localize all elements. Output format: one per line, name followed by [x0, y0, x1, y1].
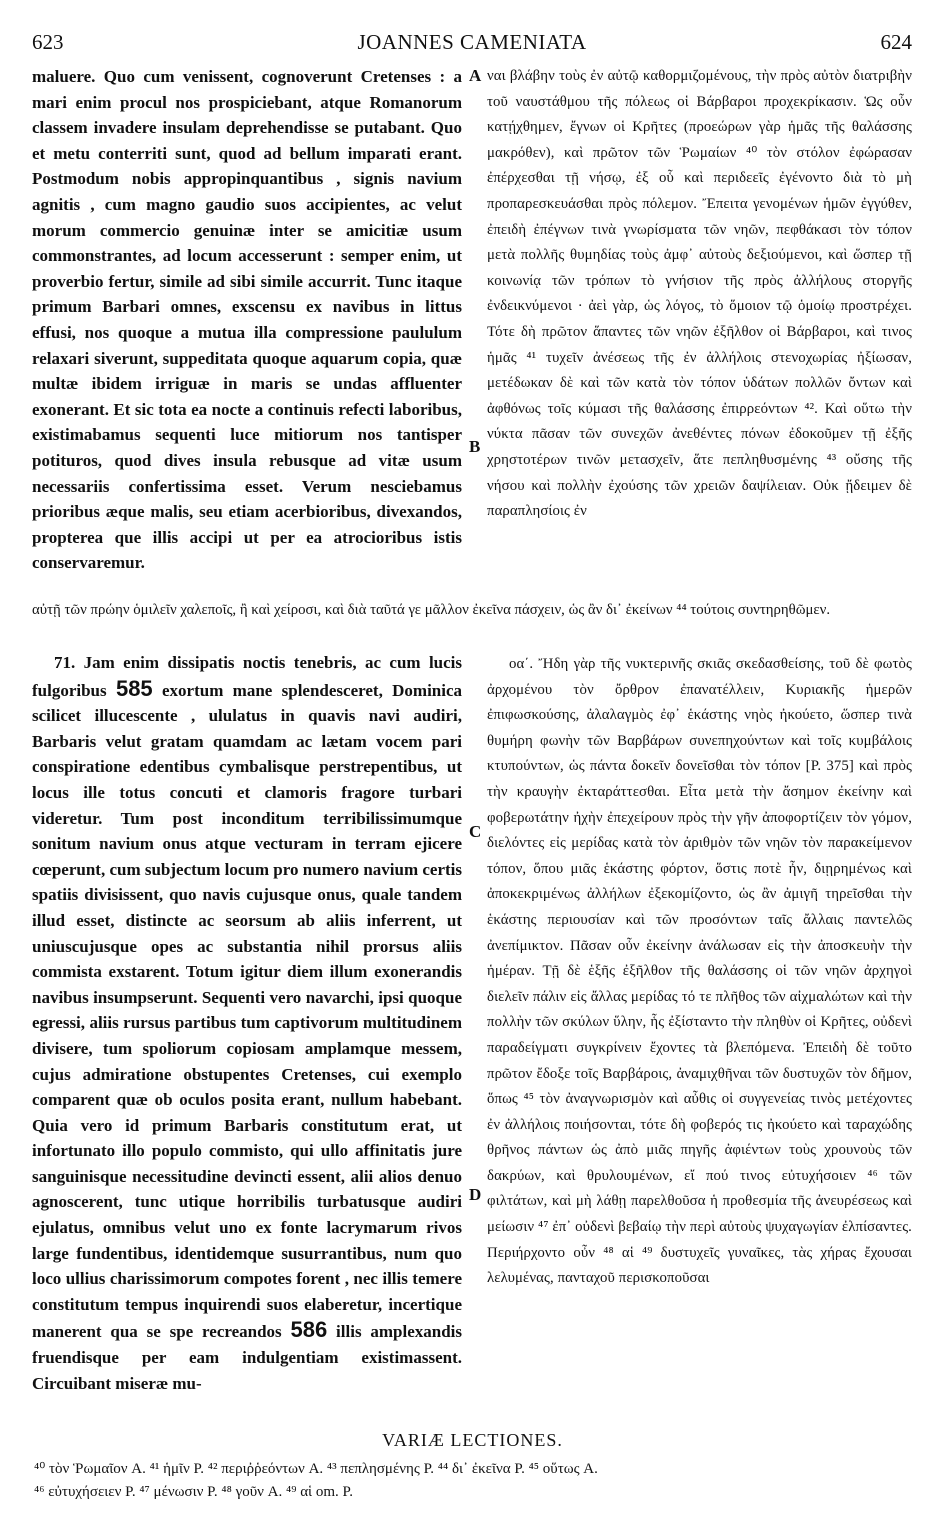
greek-column-lower [487, 652, 912, 1430]
greek-column-upper [487, 64, 912, 604]
page-number-right: 624 [880, 30, 912, 54]
latin-paragraph-upper: maluere. Quo cum venissent, cognoverunt Cretenses : a mari enim procul nos prospiciebant, atque Romanorum classem invadere insulam deprehendisse se putabant. Quo et metu conterriti sunt, quod ad bellum imparati erant. Postmodum nobis appropinquantibus , signis navium agnitis , cum magno gaudio suos accipientes, ac velut morum commercio genuinæ inter se amicitiæ usum commonstrantes, ad locum accesserunt : semper enim, ut proverbio fertur, simile ad sibi simile accurrit. Tunc itaque primum Barbari omnes, exscensu ex navibus in littus effusi, nos quoque a mutua illa compressione paululum relaxari siverunt, suppeditata quoque aquarum copia, quæ multæ ibidem irriguæ in maris se undas affluenter exonerant. Et sic tota ea nocte a continuis refecti laboribus, existimabamus sequenti luce mitiorum nos tantisper potituros, quod dives insula rebusque ad vitæ usum necessariis confertissima esset. Verum nesciebamus prioribus æque malis, seu etiam acerbioribus, divexandos, propterea que illis accipi ut per ea atrocioribus istis conservaremur. [32, 67, 462, 573]
variae-lectiones-notes [34, 1458, 914, 1504]
greek-full-width-passage [32, 598, 912, 650]
latin-text-a: Jam enim dissipatis noctis tenebris, ac cum lucis fulgoribus [32, 653, 463, 700]
latin-paragraph-lower [32, 650, 462, 1396]
variae-line: ⁴⁰ τὸν Ῥωμαῖον A. ⁴¹ ἡμῖν P. ⁴² περιῤῥεόντων A. ⁴³ πεπλησμένης P. ⁴⁴ δι᾽ ἐκεῖνα P. ⁴⁵ οὕτως A. [34, 1461, 598, 1477]
running-header [32, 30, 912, 60]
margin-letter-d: D [469, 1185, 482, 1204]
margin-letter-c: C [469, 822, 482, 841]
running-title: JOANNES CAMENIATA [357, 30, 587, 54]
latin-column-upper [32, 64, 462, 594]
latin-text-c: illis amplexandis fruendisque per eam indulgentiam existimassent. Circuibant miseræ mu- [32, 1322, 463, 1393]
latin-text-b: exortum mane splendesceret, Dominica scilicet illucescente , ululatus in quavis navi audiri, Barbaris velut gratam quamdam ac lætam vocem pari conspiratione edentibus cymbalisque perstrepentibus, ut locus ille totus concuti et clamoris fragore turbari videretur. Tum post inconditum terribilissimumque sonitum navium onus atque vecturam in terram ejicere cœperunt, cum subjectum locum pro numero navium certis spatiis divisissent, quo navis cujusque onus, quale tandem illud esset, distincte ac seorsum ab aliis inferrent, ut uniuscujusque opes ac substantia nihil prorsus aliis commista exstarent. Totum igitur diem illum exonerandis navibus insumpserunt. Sequenti vero navarchi, ipsi quoque egressi, aliis rursus partibus tum captivorum multitudinem divisere, tum spoliorum copiosam amplamque messem, cujus admiratione obstupentes Cretenses, cui exemplo comparent quæ ob oculos posita erant, nullum habebant. Quia vero id primum Barbaris constitutum erat, ut infortunato illo populo commisto, qui ullo affinitatis jure sanguinisque necessitudine devincti essent, alii alios denuo agnoscerent, tunc utique horribilis turbatusque audiri ejulatus, omnibus velut uno ex fonte lacrymarum rivos large fundentibus, identidemque susurrantibus, num quo loco ullius charissimorum compotes forent , nec illis temere constitutum tempus inquirendi suos elaberetur, incertique manerent qua se spe recreandos [32, 680, 463, 1342]
greek-paragraph-upper: ναι βλάβην τοὺς ἐν αὐτῷ καθορμιζομένους, τὴν πρὸς αὐτὸν διατριβὴν τοῦ ναυστάθμου τῆς πόλεως οἱ Βάρβαροι προχεκρίκασιν. Ὡς οὖν κατῄχθημεν, ἔγνων οἱ Κρῆτες (προεώρων γὰρ ἡμᾶς τῆς θαλάσσης μακρόθεν), καὶ πρῶτον τῶν Ῥωμαίων ⁴⁰ τὸν στόλον ἐφώρασαν ἐπέρχεσθαι τῇ νήσῳ, ἐξ οὗ καὶ περιδεεῖς ἐγένοντο διὰ τὸ μὴ προπαρεσκευάσθαι πρὸς πόλεμον. Ἔπειτα γενομένων ἡμῶν ἐγγύθεν, ἐπειδὴ ἐπέγνων τινὰ γνωρίσματα τῶν νηῶν, πεφθάκασι τὸν τόπον μετὰ πολλῆς θυμηδίας τοὺς ἀμφ᾽ αὐτοὺς δεξιούμενοι, καὶ ὥσπερ τῇ κοινωνίᾳ τῶν τρόπων τὸ γνήσιον τῆς πρὸς ἀλλήλους στοργῆς ἐνδεικνύμενοι · ἀεὶ γὰρ, ὡς λόγος, τὸ ὅμοιον τῷ ὁμοίῳ προστρέχει. Τότε δὴ πρῶτον ἅπαντες τῶν νηῶν ἐξῆλθον οἱ Βάρβαροι, καὶ τινος ἡμᾶς ⁴¹ τυχεῖν ἀνέσεως τῆς ἐν ἀλλήλοις στενοχωρίας ἠξίωσαν, μετέδωκαν δὲ καὶ τῶν κατὰ τὸν τόπον ὑδάτων πολλῶν ὄντων καὶ ἀφθόνως τοῖς κύμασι τῆς θαλάσσης ἐπιρρεόντων ⁴². Καὶ οὕτω τὴν νύκτα πᾶσαν τῶν συνεχῶν ἀνεθέντες πόνων ἐδοκοῦμεν τῇ ἐξῆς χρηστοτέρων τινῶν μετασχεῖν, ἅτε πεπληθυσμένης ⁴³ οὔσης τῆς νήσου καὶ πολλὴν ἐχούσης τῶν χρειῶν δαψίλειαν. Οὐκ ᾔδειμεν δὲ παραπλησίοις ἐν [487, 68, 912, 520]
greek-full-width-text: αὐτῇ τῶν πρώην ὁμιλεῖν χαλεποῖς, ἢ καὶ χείροσι, καὶ διὰ ταῦτά γε μᾶλλον ἐκεῖνα πάσχειν, ὡς ἂν δι᾽ ἐκείνων ⁴⁴ τούτοις συντηρηθῶμεν. [32, 602, 831, 618]
inline-page-number: 585 [115, 675, 153, 701]
variae-lectiones-title: VARIÆ LECTIONES. [382, 1430, 563, 1450]
section-number: 71. [54, 653, 76, 672]
inline-page-number: 586 [290, 1317, 328, 1343]
variae-line: ⁴⁶ εὐτυχήσειεν P. ⁴⁷ μένωσιν P. ⁴⁸ γοῦν A. ⁴⁹ αἱ om. P. [34, 1484, 353, 1500]
margin-letter-b: B [469, 437, 481, 456]
margin-letter-a: A [469, 66, 482, 85]
latin-column-lower [32, 650, 462, 1430]
page-number-left: 623 [32, 30, 64, 54]
greek-paragraph-lower: οα΄. Ἤδη γὰρ τῆς νυκτερινῆς σκιᾶς σκεδασθείσης, τοῦ δὲ φωτὸς ἀρχομένου τὸν ὄρθρον ἐπανατέλλειν, Κυριακῆς ἡμερῶν ἐπιφωσκούσης, ἀλαλαγμὸς ἐφ᾽ ἑκάστης νηὸς ἠκούετο, ὥσπερ τινὰ θυμήρη φωνὴν τῶν Βαρβάρων συνεπηχούντων καὶ τοῖς κυμβάλοις κτυπούντων, ὡς πάντα δοκεῖν δονεῖσθαι τὸν τόπον [P. 375] καὶ πρὸς τὴν κραυγὴν ἐκταράττεσθαι. Εἶτα μετὰ τὴν ἄσημον ἐκείνην καὶ φοβερωτάτην ἠχὴν ἐπεχείρουν πρὸς τὴν γῆν ἀποφορτίζειν τὸν γόμον, διελόντες εἰς μερίδας κατὰ τὸν ἀριθμὸν τῶν νηῶν τὸν παρακείμενον τόπον, ὅπου μιᾶς ἑκάστης φόρτον, ὅστις ποτὲ ἦν, διῃρημένως καὶ ἀποκεκριμένως ἀλλήλων ἐξεκομίζοντο, ὡς ἂν ἀμιγῆ τηρεῖσθαι τὴν ἑκάστης περιουσίαν καὶ τῶν προσόντων ταῖς ἄλλαις παντελῶς ἀνεπίμικτον. Πᾶσαν οὖν ἐκείνην ἀνάλωσαν εἰς τὴν ἀποσκευὴν τὴν ἡμέραν. Τῇ δὲ ἑξῆς ἐξῆλθον τῆς θαλάσσης οἱ τῶν νηῶν ἀρχηγοὶ διελεῖν πάλιν εἰς ἄλλας μερίδας τό τε πλῆθος τῶν αἰχμαλώτων καὶ τὴν πολλὴν τῶν σκύλων ὕλην, ἧς ἐξίσταντο τὴν πληθὺν οἱ Κρῆτες, οὐδενὶ παραδείγματι συγκρίνειν ἔχοντες τὰ βλεπόμενα. Ἐπειδὴ δὲ τοῦτο πρῶτον ἔδοξε τοῖς Βαρβάροις, ἀναμιχθῆναι τῶν δυστυχῶν τὸν δῆμον, ὅπως ⁴⁵ τὸν ἀναγνωρισμὸν καὶ αὖθις οἱ συγγενείας τινὸς μετέχοντες ἐν ἀλλήλοις ποιήσονται, τότε δὴ φοβερός τις ἠκούετο καὶ ταραχώδης θρῆνος πάντων ὡς ἀπὸ μιᾶς πηγῆς ἀφιέντων τοὺς χρουνοὺς τῶν δακρύων, καὶ θρυλουμένων, εἴ πού τινος εὐτυχήσοιεν ⁴⁶ τῶν φιλτάτων, καὶ μὴ λάθῃ παρελθοῦσα ἡ προθεσμία τῆς ἀνευρέσεως καὶ μείωσιν ⁴⁷ ἐπ᾽ οὐδενὶ βεβαίῳ τὴν περὶ αὐτοὺς ψυχαγωγίαν ἐλπίσαντες. Περιήρχοντο οὖν ⁴⁸ αἱ ⁴⁹ δυστυχεῖς γυναῖκες, τὰς χήρας ἔχουσαι λελυμένας, πανταχοῦ περισκοποῦσαι [487, 656, 912, 1287]
